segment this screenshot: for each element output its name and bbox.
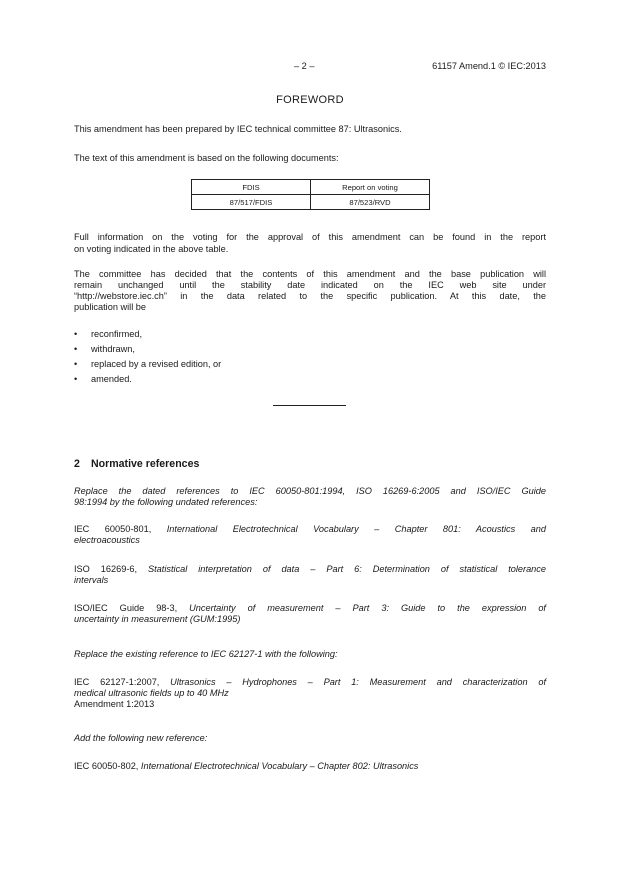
reference-iec-60050-802 [74, 761, 546, 772]
reference-iec-60050-801 [74, 524, 546, 546]
bullet-icon: • [74, 344, 78, 354]
paragraph-line: Replace the existing reference to IEC 62127-1 with the following: [74, 649, 338, 659]
paragraph-line [74, 677, 546, 688]
paragraph-line: Full information on the voting for the approval of this amendment can be found in the report [74, 232, 546, 242]
paragraph-line [74, 564, 546, 575]
reference-title: intervals [74, 575, 109, 585]
reference-title: electroacoustics [74, 535, 140, 545]
paragraph-line: The committee has decided that the contents of this amendment and the base publication will [74, 269, 546, 279]
list-item-text: reconfirmed, [91, 329, 143, 339]
paragraph-line: Replace the dated references to IEC 60050-801:1994, ISO 16269-6:2005 and ISO/IEC Guide [74, 486, 546, 496]
list-item [74, 343, 546, 358]
table-header-cell: Report on voting [311, 180, 430, 195]
reference-title: International Electrotechnical Vocabulary – Chapter 801: Acoustics and [166, 524, 546, 534]
instruction-replace-dated [74, 486, 546, 508]
instruction-add-new [74, 733, 546, 744]
page-header [74, 61, 546, 75]
paragraph-line: 98:1994 by the following undated references: [74, 497, 258, 507]
foreword-title: FOREWORD [276, 94, 344, 106]
voting-documents-table [191, 179, 430, 210]
paragraph-line: Add the following new reference: [74, 733, 208, 743]
reference-code: IEC 60050-802, [74, 761, 141, 771]
list-item-text: withdrawn, [91, 344, 135, 354]
paragraph-line [74, 761, 546, 772]
section-number: 2 [74, 458, 80, 470]
reference-code: ISO 16269-6, [74, 564, 148, 574]
reference-title: uncertainty in measurement (GUM:1995) [74, 614, 241, 624]
reference-title: Statistical interpretation of data – Part 6: Determination of statistical tolerance [148, 564, 546, 574]
section-heading [74, 458, 199, 470]
paragraph-line: publication will be [74, 302, 147, 312]
foreword-paragraph-committee: This amendment has been prepared by IEC technical committee 87: Ultrasonics. [74, 124, 402, 134]
list-item-text: replaced by a revised edition, or [91, 359, 222, 369]
list-item [74, 358, 546, 373]
reference-code: ISO/IEC Guide 98-3, [74, 603, 190, 613]
paragraph-line: remain unchanged until the stability date indicated on the IEC web site under [74, 280, 546, 290]
foreword-paragraph-stability [74, 269, 546, 313]
section-divider [273, 405, 346, 406]
reference-code: IEC 60050-801, [74, 524, 167, 534]
reference-iso-iec-guide-98-3 [74, 603, 546, 625]
reference-iso-16269-6 [74, 564, 546, 586]
reference-title: International Electrotechnical Vocabulary – Chapter 802: Ultrasonics [140, 761, 419, 771]
reference-code: IEC 62127-1:2007, [74, 677, 171, 687]
bullet-icon: • [74, 374, 78, 384]
reference-title: Ultrasonics – Hydrophones – Part 1: Measurement and characterization of [170, 677, 546, 687]
list-item-text: amended. [91, 374, 132, 384]
foreword-paragraph-documents: The text of this amendment is based on the following documents: [74, 153, 339, 163]
standard-reference: 61157 Amend.1 © IEC:2013 [432, 61, 546, 71]
publication-status-list [74, 328, 546, 388]
bullet-icon: • [74, 359, 78, 369]
reference-iec-62127-1 [74, 677, 546, 710]
bullet-icon: • [74, 329, 78, 339]
paragraph-line [74, 524, 546, 535]
instruction-replace-existing [74, 649, 546, 660]
foreword-paragraph-voting [74, 231, 546, 255]
list-item [74, 328, 546, 343]
paragraph-line: “http://webstore.iec.ch” in the data related to the specific publication. At this date, the [74, 291, 546, 301]
reference-title: Uncertainty of measurement – Part 3: Guide to the expression of [189, 603, 546, 613]
table-header-cell: FDIS [192, 180, 311, 195]
page-number: – 2 – [294, 61, 315, 71]
paragraph-line: on voting indicated in the above table. [74, 244, 229, 254]
paragraph-line [74, 603, 546, 614]
reference-title: medical ultrasonic fields up to 40 MHz [74, 688, 229, 698]
table-header-row [192, 180, 430, 195]
table-cell: 87/523/RVD [311, 195, 430, 210]
table-cell: 87/517/FDIS [192, 195, 311, 210]
reference-amendment: Amendment 1:2013 [74, 699, 155, 709]
list-item [74, 373, 546, 388]
section-title: Normative references [91, 458, 200, 470]
table-row [192, 195, 430, 210]
